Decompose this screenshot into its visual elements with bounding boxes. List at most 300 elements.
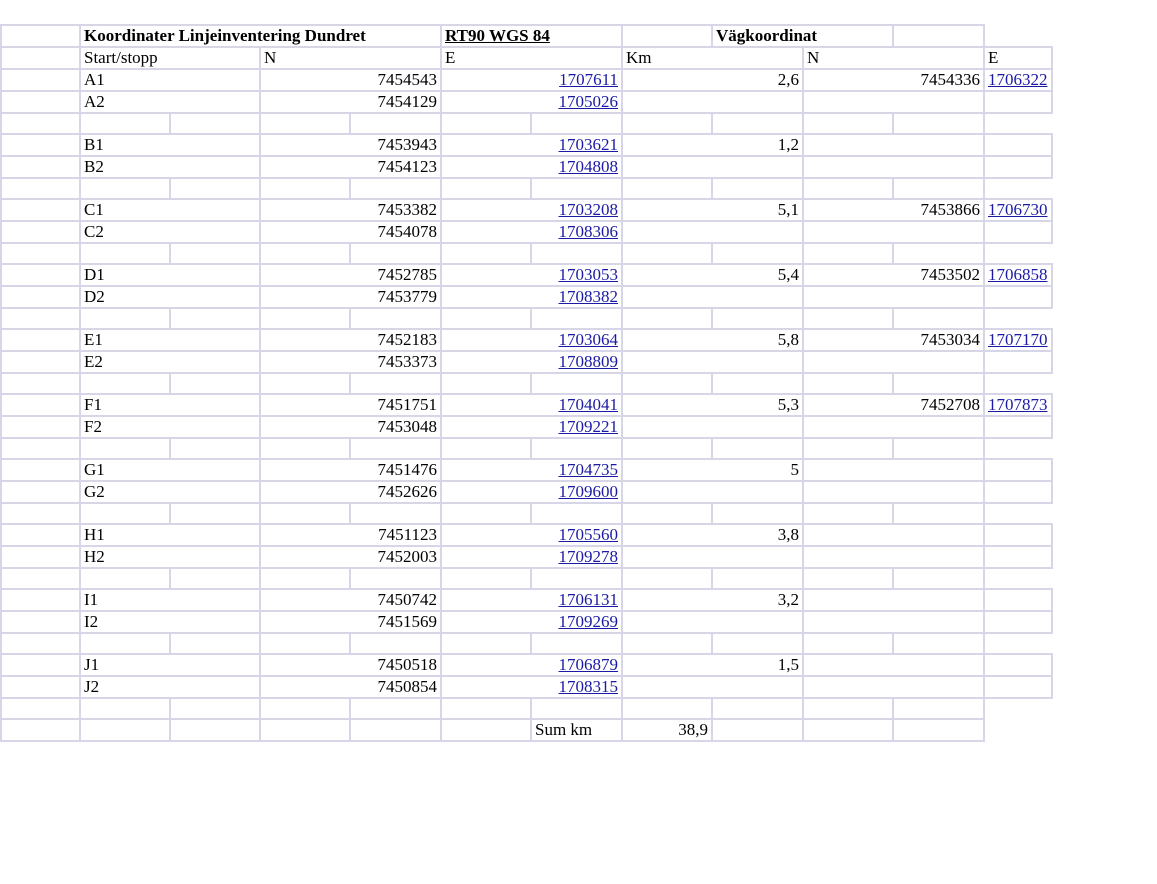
row-header-cell[interactable] xyxy=(1,69,80,91)
road-n-cell[interactable] xyxy=(803,611,984,633)
e-value-cell[interactable] xyxy=(441,416,622,438)
cell[interactable] xyxy=(622,113,712,134)
road-n-cell[interactable]: 7453034 xyxy=(803,329,984,351)
e-coordinate-link[interactable]: 1709600 xyxy=(558,482,618,501)
coordinate-system-label[interactable]: RT90 WGS 84 xyxy=(441,25,622,47)
cell[interactable] xyxy=(350,373,441,394)
road-n-cell[interactable] xyxy=(803,91,984,113)
e-value-cell[interactable] xyxy=(441,91,622,113)
road-e-cell[interactable] xyxy=(984,459,1052,481)
row-header-cell[interactable] xyxy=(1,524,80,546)
cell[interactable] xyxy=(893,719,984,741)
cell[interactable] xyxy=(531,503,622,524)
sum-value-cell[interactable]: 38,9 xyxy=(622,719,712,741)
row-header-cell[interactable] xyxy=(1,156,80,178)
row-header-cell[interactable] xyxy=(1,286,80,308)
point-id-cell[interactable]: C1 xyxy=(80,199,260,221)
cell[interactable] xyxy=(531,178,622,199)
point-id-cell[interactable]: J1 xyxy=(80,654,260,676)
cell[interactable] xyxy=(80,633,170,654)
cell[interactable] xyxy=(803,113,893,134)
row-header-cell[interactable] xyxy=(1,25,80,47)
cell[interactable] xyxy=(260,113,350,134)
cell[interactable] xyxy=(350,633,441,654)
e-coordinate-link[interactable]: 1704808 xyxy=(558,157,618,176)
cell[interactable] xyxy=(260,373,350,394)
km-cell[interactable]: 3,8 xyxy=(622,524,803,546)
cell[interactable] xyxy=(893,25,984,47)
road-n-cell[interactable] xyxy=(803,221,984,243)
row-header-cell[interactable] xyxy=(1,113,80,134)
row-header-cell[interactable] xyxy=(1,199,80,221)
cell[interactable] xyxy=(350,178,441,199)
road-n-cell[interactable] xyxy=(803,546,984,568)
cell[interactable] xyxy=(622,633,712,654)
road-e-coordinate-link[interactable]: 1707873 xyxy=(988,395,1048,414)
road-e-coordinate-link[interactable]: 1706322 xyxy=(988,70,1048,89)
cell[interactable] xyxy=(260,178,350,199)
cell[interactable] xyxy=(893,243,984,264)
cell[interactable] xyxy=(712,308,803,329)
cell[interactable] xyxy=(350,698,441,719)
e-coordinate-link[interactable]: 1708306 xyxy=(558,222,618,241)
km-cell[interactable]: 5,1 xyxy=(622,199,803,221)
cell[interactable] xyxy=(350,438,441,459)
km-cell[interactable]: 5 xyxy=(622,459,803,481)
row-header-cell[interactable] xyxy=(1,47,80,69)
km-cell[interactable]: 2,6 xyxy=(622,69,803,91)
cell[interactable] xyxy=(622,438,712,459)
cell[interactable] xyxy=(170,178,260,199)
e-value-cell[interactable] xyxy=(441,394,622,416)
cell[interactable] xyxy=(260,438,350,459)
e-coordinate-link[interactable]: 1708315 xyxy=(558,677,618,696)
cell[interactable] xyxy=(893,568,984,589)
point-id-cell[interactable]: G1 xyxy=(80,459,260,481)
road-n-cell[interactable]: 7452708 xyxy=(803,394,984,416)
road-n-cell[interactable] xyxy=(803,676,984,698)
column-road-e[interactable]: E xyxy=(984,47,1052,69)
n-value-cell[interactable]: 7453779 xyxy=(260,286,441,308)
cell[interactable] xyxy=(803,178,893,199)
point-id-cell[interactable]: E1 xyxy=(80,329,260,351)
cell[interactable] xyxy=(531,243,622,264)
cell[interactable] xyxy=(622,568,712,589)
n-value-cell[interactable]: 7451569 xyxy=(260,611,441,633)
road-n-cell[interactable] xyxy=(803,156,984,178)
km-cell[interactable] xyxy=(622,351,803,373)
point-id-cell[interactable]: I2 xyxy=(80,611,260,633)
cell[interactable] xyxy=(170,308,260,329)
cell[interactable] xyxy=(441,113,531,134)
e-coordinate-link[interactable]: 1709269 xyxy=(558,612,618,631)
km-cell[interactable] xyxy=(622,546,803,568)
cell[interactable] xyxy=(712,113,803,134)
cell[interactable] xyxy=(622,308,712,329)
cell[interactable] xyxy=(531,633,622,654)
road-n-cell[interactable] xyxy=(803,481,984,503)
km-cell[interactable]: 5,3 xyxy=(622,394,803,416)
row-header-cell[interactable] xyxy=(1,589,80,611)
cell[interactable] xyxy=(893,698,984,719)
cell[interactable] xyxy=(622,25,712,47)
road-n-cell[interactable]: 7453502 xyxy=(803,264,984,286)
e-value-cell[interactable] xyxy=(441,351,622,373)
cell[interactable] xyxy=(803,568,893,589)
n-value-cell[interactable]: 7450742 xyxy=(260,589,441,611)
n-value-cell[interactable]: 7453373 xyxy=(260,351,441,373)
row-header-cell[interactable] xyxy=(1,243,80,264)
e-value-cell[interactable] xyxy=(441,459,622,481)
row-header-cell[interactable] xyxy=(1,676,80,698)
cell[interactable] xyxy=(531,308,622,329)
point-id-cell[interactable]: J2 xyxy=(80,676,260,698)
cell[interactable] xyxy=(441,373,531,394)
cell[interactable] xyxy=(893,308,984,329)
km-cell[interactable] xyxy=(622,416,803,438)
row-header-cell[interactable] xyxy=(1,351,80,373)
cell[interactable] xyxy=(170,633,260,654)
n-value-cell[interactable]: 7451476 xyxy=(260,459,441,481)
n-value-cell[interactable]: 7453943 xyxy=(260,134,441,156)
e-coordinate-link[interactable]: 1704041 xyxy=(558,395,618,414)
e-value-cell[interactable] xyxy=(441,264,622,286)
n-value-cell[interactable]: 7452626 xyxy=(260,481,441,503)
cell[interactable] xyxy=(712,633,803,654)
cell[interactable] xyxy=(803,503,893,524)
row-header-cell[interactable] xyxy=(1,178,80,199)
row-header-cell[interactable] xyxy=(1,394,80,416)
e-coordinate-link[interactable]: 1706879 xyxy=(558,655,618,674)
km-cell[interactable] xyxy=(622,221,803,243)
e-value-cell[interactable] xyxy=(441,329,622,351)
cell[interactable] xyxy=(712,568,803,589)
row-header-cell[interactable] xyxy=(1,719,80,741)
cell[interactable] xyxy=(350,503,441,524)
point-id-cell[interactable]: G2 xyxy=(80,481,260,503)
cell[interactable] xyxy=(622,698,712,719)
cell[interactable] xyxy=(803,308,893,329)
cell[interactable] xyxy=(170,373,260,394)
e-coordinate-link[interactable]: 1705560 xyxy=(558,525,618,544)
cell[interactable] xyxy=(80,308,170,329)
road-n-cell[interactable] xyxy=(803,416,984,438)
n-value-cell[interactable]: 7451123 xyxy=(260,524,441,546)
cell[interactable] xyxy=(441,438,531,459)
n-value-cell[interactable]: 7454123 xyxy=(260,156,441,178)
e-coordinate-link[interactable]: 1709221 xyxy=(558,417,618,436)
road-e-cell[interactable] xyxy=(984,199,1052,221)
cell[interactable] xyxy=(80,503,170,524)
cell[interactable] xyxy=(260,719,350,741)
point-id-cell[interactable]: F1 xyxy=(80,394,260,416)
road-e-cell[interactable] xyxy=(984,481,1052,503)
cell[interactable] xyxy=(170,113,260,134)
e-value-cell[interactable] xyxy=(441,156,622,178)
road-n-cell[interactable] xyxy=(803,134,984,156)
road-n-cell[interactable] xyxy=(803,654,984,676)
cell[interactable] xyxy=(622,243,712,264)
point-id-cell[interactable]: F2 xyxy=(80,416,260,438)
cell[interactable] xyxy=(531,698,622,719)
cell[interactable] xyxy=(80,373,170,394)
cell[interactable] xyxy=(441,633,531,654)
road-e-cell[interactable] xyxy=(984,351,1052,373)
cell[interactable] xyxy=(893,113,984,134)
road-e-coordinate-link[interactable]: 1707170 xyxy=(988,330,1048,349)
e-coordinate-link[interactable]: 1703621 xyxy=(558,135,618,154)
e-value-cell[interactable] xyxy=(441,199,622,221)
cell[interactable] xyxy=(531,373,622,394)
km-cell[interactable]: 5,4 xyxy=(622,264,803,286)
cell[interactable] xyxy=(260,698,350,719)
point-id-cell[interactable]: I1 xyxy=(80,589,260,611)
cell[interactable] xyxy=(531,113,622,134)
row-header-cell[interactable] xyxy=(1,481,80,503)
road-e-cell[interactable] xyxy=(984,394,1052,416)
road-e-cell[interactable] xyxy=(984,546,1052,568)
row-header-cell[interactable] xyxy=(1,416,80,438)
road-e-cell[interactable] xyxy=(984,676,1052,698)
road-n-cell[interactable] xyxy=(803,459,984,481)
cell[interactable] xyxy=(80,568,170,589)
row-header-cell[interactable] xyxy=(1,308,80,329)
road-n-cell[interactable]: 7454336 xyxy=(803,69,984,91)
cell[interactable] xyxy=(441,503,531,524)
row-header-cell[interactable] xyxy=(1,91,80,113)
table-row xyxy=(1,286,1052,308)
cell[interactable] xyxy=(712,503,803,524)
point-id-cell[interactable]: B2 xyxy=(80,156,260,178)
point-id-cell[interactable]: C2 xyxy=(80,221,260,243)
cell[interactable] xyxy=(170,438,260,459)
cell[interactable] xyxy=(893,373,984,394)
e-value-cell[interactable] xyxy=(441,69,622,91)
road-e-cell[interactable] xyxy=(984,69,1052,91)
cell[interactable] xyxy=(622,373,712,394)
road-coordinate-label[interactable]: Vägkoordinat xyxy=(712,25,893,47)
cell[interactable] xyxy=(170,568,260,589)
cell[interactable] xyxy=(712,243,803,264)
km-cell[interactable] xyxy=(622,286,803,308)
row-header-cell[interactable] xyxy=(1,329,80,351)
row-header-cell[interactable] xyxy=(1,546,80,568)
column-e[interactable]: E xyxy=(441,47,622,69)
cell[interactable] xyxy=(622,178,712,199)
km-cell[interactable] xyxy=(622,156,803,178)
cell[interactable] xyxy=(531,438,622,459)
row-header-cell[interactable] xyxy=(1,568,80,589)
cell[interactable] xyxy=(803,719,893,741)
cell[interactable] xyxy=(80,178,170,199)
cell[interactable] xyxy=(350,719,441,741)
road-e-cell[interactable] xyxy=(984,654,1052,676)
point-id-cell[interactable]: D1 xyxy=(80,264,260,286)
e-coordinate-link[interactable]: 1709278 xyxy=(558,547,618,566)
cell[interactable] xyxy=(622,503,712,524)
e-coordinate-link[interactable]: 1703053 xyxy=(558,265,618,284)
road-e-cell[interactable] xyxy=(984,91,1052,113)
cell[interactable] xyxy=(893,633,984,654)
cell[interactable] xyxy=(712,178,803,199)
e-coordinate-link[interactable]: 1704735 xyxy=(558,460,618,479)
road-e-cell[interactable] xyxy=(984,611,1052,633)
cell[interactable] xyxy=(803,698,893,719)
road-e-cell[interactable] xyxy=(984,524,1052,546)
e-value-cell[interactable] xyxy=(441,134,622,156)
row-header-cell[interactable] xyxy=(1,611,80,633)
cell[interactable] xyxy=(170,719,260,741)
e-coordinate-link[interactable]: 1703064 xyxy=(558,330,618,349)
e-value-cell[interactable] xyxy=(441,481,622,503)
cell[interactable] xyxy=(260,568,350,589)
n-value-cell[interactable]: 7452785 xyxy=(260,264,441,286)
sheet-title[interactable]: Koordinater Linjeinventering Dundret xyxy=(80,25,441,47)
road-e-cell[interactable] xyxy=(984,416,1052,438)
row-header-cell[interactable] xyxy=(1,134,80,156)
e-value-cell[interactable] xyxy=(441,524,622,546)
cell[interactable] xyxy=(803,373,893,394)
road-e-cell[interactable] xyxy=(984,156,1052,178)
cell[interactable] xyxy=(170,503,260,524)
n-value-cell[interactable]: 7452183 xyxy=(260,329,441,351)
cell[interactable] xyxy=(441,308,531,329)
cell[interactable] xyxy=(80,113,170,134)
e-coordinate-link[interactable]: 1703208 xyxy=(558,200,618,219)
e-value-cell[interactable] xyxy=(441,654,622,676)
cell[interactable] xyxy=(260,633,350,654)
n-value-cell[interactable]: 7452003 xyxy=(260,546,441,568)
column-road-n[interactable]: N xyxy=(803,47,984,69)
road-n-cell[interactable] xyxy=(803,286,984,308)
e-value-cell[interactable] xyxy=(441,676,622,698)
sum-label-cell[interactable]: Sum km xyxy=(531,719,622,741)
cell[interactable] xyxy=(803,243,893,264)
cell[interactable] xyxy=(893,438,984,459)
point-id-cell[interactable]: A2 xyxy=(80,91,260,113)
e-coordinate-link[interactable]: 1707611 xyxy=(559,70,618,89)
km-cell[interactable] xyxy=(622,611,803,633)
cell[interactable] xyxy=(441,698,531,719)
km-cell[interactable]: 3,2 xyxy=(622,589,803,611)
column-km[interactable]: Km xyxy=(622,47,803,69)
cell[interactable] xyxy=(350,568,441,589)
cell[interactable] xyxy=(350,113,441,134)
point-id-cell[interactable]: H1 xyxy=(80,524,260,546)
cell[interactable] xyxy=(170,243,260,264)
e-value-cell[interactable] xyxy=(441,286,622,308)
road-e-cell[interactable] xyxy=(984,264,1052,286)
point-id-cell[interactable]: D2 xyxy=(80,286,260,308)
cell[interactable] xyxy=(441,178,531,199)
row-header-cell[interactable] xyxy=(1,503,80,524)
point-id-cell[interactable]: A1 xyxy=(80,69,260,91)
n-value-cell[interactable]: 7454129 xyxy=(260,91,441,113)
cell[interactable] xyxy=(260,308,350,329)
road-n-cell[interactable]: 7453866 xyxy=(803,199,984,221)
n-value-cell[interactable]: 7454543 xyxy=(260,69,441,91)
row-header-cell[interactable] xyxy=(1,698,80,719)
road-e-cell[interactable] xyxy=(984,286,1052,308)
e-coordinate-link[interactable]: 1708809 xyxy=(558,352,618,371)
point-id-cell[interactable]: B1 xyxy=(80,134,260,156)
cell[interactable] xyxy=(712,438,803,459)
km-cell[interactable] xyxy=(622,91,803,113)
road-n-cell[interactable] xyxy=(803,589,984,611)
column-start-stop[interactable]: Start/stopp xyxy=(80,47,260,69)
row-header-cell[interactable] xyxy=(1,654,80,676)
km-cell[interactable] xyxy=(622,481,803,503)
km-cell[interactable] xyxy=(622,676,803,698)
n-value-cell[interactable]: 7454078 xyxy=(260,221,441,243)
e-value-cell[interactable] xyxy=(441,221,622,243)
km-cell[interactable]: 5,8 xyxy=(622,329,803,351)
cell[interactable] xyxy=(441,243,531,264)
cell[interactable] xyxy=(80,698,170,719)
row-header-cell[interactable] xyxy=(1,459,80,481)
road-e-coordinate-link[interactable]: 1706730 xyxy=(988,200,1048,219)
row-header-cell[interactable] xyxy=(1,264,80,286)
e-value-cell[interactable] xyxy=(441,611,622,633)
cell[interactable] xyxy=(170,698,260,719)
km-cell[interactable]: 1,5 xyxy=(622,654,803,676)
km-cell[interactable]: 1,2 xyxy=(622,134,803,156)
n-value-cell[interactable]: 7450854 xyxy=(260,676,441,698)
road-e-cell[interactable] xyxy=(984,589,1052,611)
row-header-cell[interactable] xyxy=(1,373,80,394)
cell[interactable] xyxy=(350,308,441,329)
road-e-coordinate-link[interactable]: 1706858 xyxy=(988,265,1048,284)
road-e-cell[interactable] xyxy=(984,329,1052,351)
cell[interactable] xyxy=(893,178,984,199)
cell[interactable] xyxy=(712,719,803,741)
cell[interactable] xyxy=(260,503,350,524)
cell[interactable] xyxy=(893,503,984,524)
road-n-cell[interactable] xyxy=(803,524,984,546)
road-e-cell[interactable] xyxy=(984,221,1052,243)
cell[interactable] xyxy=(531,568,622,589)
cell[interactable] xyxy=(441,719,531,741)
cell[interactable] xyxy=(260,243,350,264)
row-header-cell[interactable] xyxy=(1,633,80,654)
cell[interactable] xyxy=(441,568,531,589)
e-coordinate-link[interactable]: 1706131 xyxy=(558,590,618,609)
cell[interactable] xyxy=(80,719,170,741)
row-header-cell[interactable] xyxy=(1,221,80,243)
n-value-cell[interactable]: 7450518 xyxy=(260,654,441,676)
e-coordinate-link[interactable]: 1705026 xyxy=(558,92,618,111)
e-value-cell[interactable] xyxy=(441,546,622,568)
cell[interactable] xyxy=(712,373,803,394)
point-id-cell[interactable]: E2 xyxy=(80,351,260,373)
column-n[interactable]: N xyxy=(260,47,441,69)
n-value-cell[interactable]: 7451751 xyxy=(260,394,441,416)
cell[interactable] xyxy=(712,698,803,719)
n-value-cell[interactable]: 7453382 xyxy=(260,199,441,221)
road-e-cell[interactable] xyxy=(984,134,1052,156)
point-id-cell[interactable]: H2 xyxy=(80,546,260,568)
cell[interactable] xyxy=(80,438,170,459)
n-value-cell[interactable]: 7453048 xyxy=(260,416,441,438)
cell[interactable] xyxy=(350,243,441,264)
cell[interactable] xyxy=(80,243,170,264)
e-coordinate-link[interactable]: 1708382 xyxy=(558,287,618,306)
cell[interactable] xyxy=(803,633,893,654)
row-header-cell[interactable] xyxy=(1,438,80,459)
cell[interactable] xyxy=(803,438,893,459)
e-value-cell[interactable] xyxy=(441,589,622,611)
road-n-cell[interactable] xyxy=(803,351,984,373)
